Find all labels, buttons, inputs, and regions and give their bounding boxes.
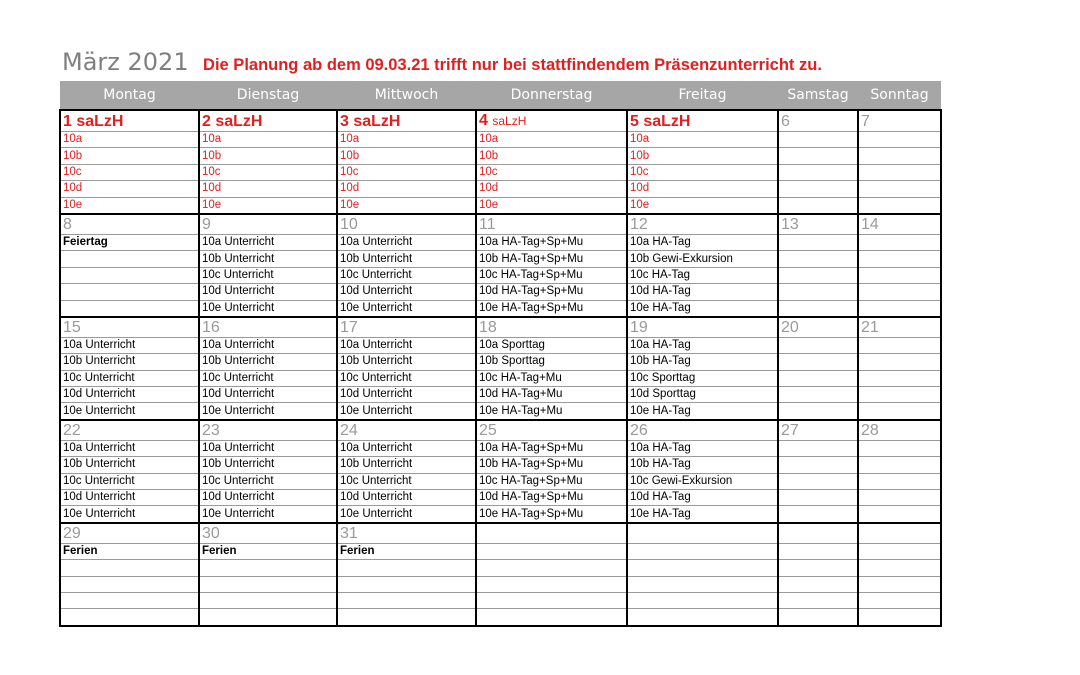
day-cell-date xyxy=(60,420,199,441)
schedule-entry xyxy=(778,197,858,214)
day-number: 18 xyxy=(479,318,497,336)
schedule-entry xyxy=(476,543,627,559)
schedule-entry: 10c xyxy=(60,164,199,180)
day-number: 6 xyxy=(781,112,790,130)
schedule-entry: 10c Unterricht xyxy=(337,370,476,386)
schedule-entry xyxy=(778,490,858,506)
week-date-row xyxy=(60,523,941,544)
day-cell-date xyxy=(778,317,858,338)
day-cell-date xyxy=(476,317,627,338)
schedule-entry xyxy=(858,234,941,250)
schedule-entry: 10d Sporttag xyxy=(627,387,778,403)
day-cell-date xyxy=(476,214,627,235)
schedule-entry: 10b Unterricht xyxy=(337,251,476,267)
week-entry-row xyxy=(60,300,941,317)
day-cell-date xyxy=(60,214,199,235)
schedule-entry: 10d Unterricht xyxy=(60,490,199,506)
day-number: 19 xyxy=(630,318,648,336)
schedule-entry xyxy=(60,560,199,576)
schedule-entry: 10c HA-Tag xyxy=(627,267,778,283)
schedule-entry xyxy=(337,609,476,626)
day-number: 22 xyxy=(63,421,81,439)
schedule-entry: 10c Sporttag xyxy=(627,370,778,386)
schedule-entry xyxy=(858,560,941,576)
planning-note: Die Planung ab dem 09.03.21 trifft nur bei stattfindendem Präsenzunterricht zu. xyxy=(203,56,822,74)
schedule-entry xyxy=(858,543,941,559)
day-cell-date xyxy=(199,317,337,338)
schedule-entry: 10c Unterricht xyxy=(337,473,476,489)
schedule-entry xyxy=(858,609,941,626)
schedule-entry xyxy=(337,576,476,592)
schedule-entry: Ferien xyxy=(337,543,476,559)
weekday-header-row xyxy=(60,81,941,110)
schedule-entry: 10e HA-Tag+Sp+Mu xyxy=(476,300,627,317)
week-date-row xyxy=(60,317,941,338)
day-cell-date xyxy=(337,420,476,441)
schedule-entry xyxy=(858,337,941,353)
day-number: 29 xyxy=(63,524,81,542)
schedule-entry: 10b HA-Tag xyxy=(627,354,778,370)
day-cell-date xyxy=(627,214,778,235)
schedule-entry: 10e xyxy=(199,197,337,214)
schedule-entry: Feiertag xyxy=(60,234,199,250)
schedule-entry xyxy=(778,592,858,608)
day-number: 3 xyxy=(340,112,349,130)
schedule-entry: 10a HA-Tag+Sp+Mu xyxy=(476,234,627,250)
day-number: 15 xyxy=(63,318,81,336)
schedule-entry: 10a Unterricht xyxy=(60,337,199,353)
schedule-entry: 10d Unterricht xyxy=(60,387,199,403)
schedule-entry xyxy=(199,592,337,608)
schedule-entry xyxy=(778,354,858,370)
day-number: 5 xyxy=(630,112,639,130)
schedule-entry: 10b Unterricht xyxy=(337,354,476,370)
week-entry-row xyxy=(60,592,941,608)
day-number: 23 xyxy=(202,421,220,439)
schedule-entry xyxy=(858,267,941,283)
day-cell-date xyxy=(199,523,337,544)
schedule-entry xyxy=(858,592,941,608)
schedule-entry xyxy=(199,560,337,576)
schedule-entry: 10d Unterricht xyxy=(199,284,337,300)
day-cell-date xyxy=(476,420,627,441)
schedule-entry: 10d xyxy=(199,181,337,197)
schedule-entry: 10a xyxy=(627,132,778,148)
schedule-entry xyxy=(476,576,627,592)
schedule-entry xyxy=(858,284,941,300)
schedule-entry xyxy=(858,354,941,370)
schedule-entry: 10b Sporttag xyxy=(476,354,627,370)
schedule-entry xyxy=(337,560,476,576)
day-number: 11 xyxy=(479,215,496,233)
day-cell-date xyxy=(858,420,941,441)
schedule-entry xyxy=(60,267,199,283)
schedule-entry xyxy=(778,251,858,267)
schedule-entry: 10c HA-Tag+Sp+Mu xyxy=(476,267,627,283)
schedule-entry: 10b Gewi-Exkursion xyxy=(627,251,778,267)
schedule-entry: 10c Unterricht xyxy=(199,267,337,283)
weekday-wednesday: Mittwoch xyxy=(337,81,476,110)
schedule-entry: 10c xyxy=(199,164,337,180)
schedule-entry: 10d HA-Tag xyxy=(627,490,778,506)
day-cell-date xyxy=(199,420,337,441)
week-entry-row xyxy=(60,609,941,626)
day-number: 31 xyxy=(340,524,358,542)
month-title: März 2021 xyxy=(62,48,189,76)
schedule-entry: 10e Unterricht xyxy=(337,403,476,420)
schedule-entry xyxy=(778,148,858,164)
schedule-entry: 10e HA-Tag xyxy=(627,506,778,523)
day-mode-label: saLzH xyxy=(492,114,527,128)
schedule-entry: 10e Unterricht xyxy=(60,506,199,523)
schedule-entry xyxy=(858,164,941,180)
schedule-entry: 10c HA-Tag+Sp+Mu xyxy=(476,473,627,489)
day-cell-date xyxy=(337,214,476,235)
week-entry-row xyxy=(60,267,941,283)
day-cell-date xyxy=(199,214,337,235)
schedule-entry xyxy=(778,473,858,489)
schedule-entry: 10c Unterricht xyxy=(60,370,199,386)
schedule-entry: 10b xyxy=(337,148,476,164)
weekday-saturday: Samstag xyxy=(778,81,858,110)
schedule-entry: 10a HA-Tag+Sp+Mu xyxy=(476,440,627,456)
week-entry-row xyxy=(60,457,941,473)
schedule-entry: 10c xyxy=(476,164,627,180)
day-number: 16 xyxy=(202,318,220,336)
schedule-entry: 10a HA-Tag xyxy=(627,440,778,456)
schedule-entry xyxy=(476,609,627,626)
schedule-entry xyxy=(199,609,337,626)
schedule-entry: 10d xyxy=(60,181,199,197)
calendar-body xyxy=(60,110,941,626)
day-cell-date xyxy=(476,110,627,132)
schedule-entry: 10c xyxy=(627,164,778,180)
day-cell-date xyxy=(627,523,778,544)
week-entry-row xyxy=(60,370,941,386)
schedule-entry: 10d xyxy=(627,181,778,197)
day-cell-date xyxy=(627,317,778,338)
schedule-entry xyxy=(858,473,941,489)
day-number: 21 xyxy=(861,318,879,336)
weekday-sunday: Sonntag xyxy=(858,81,941,110)
schedule-entry xyxy=(627,543,778,559)
day-cell-date xyxy=(337,523,476,544)
day-mode-label: saLzH xyxy=(215,112,263,130)
day-number: 2 xyxy=(202,112,211,130)
schedule-entry xyxy=(858,490,941,506)
schedule-entry: 10e Unterricht xyxy=(337,300,476,317)
day-cell-date xyxy=(778,420,858,441)
week-entry-row xyxy=(60,543,941,559)
schedule-entry: 10d HA-Tag+Mu xyxy=(476,387,627,403)
day-number: 26 xyxy=(630,421,648,439)
schedule-entry: 10e Unterricht xyxy=(199,506,337,523)
day-mode-label: saLzH xyxy=(353,112,401,130)
schedule-entry: 10a Unterricht xyxy=(60,440,199,456)
week-entry-row xyxy=(60,234,941,250)
day-number: 28 xyxy=(861,421,879,439)
schedule-entry: 10e HA-Tag xyxy=(627,403,778,420)
day-cell-date xyxy=(778,110,858,132)
schedule-entry xyxy=(858,387,941,403)
schedule-entry: 10b HA-Tag+Sp+Mu xyxy=(476,251,627,267)
day-cell-date xyxy=(778,214,858,235)
schedule-entry xyxy=(627,592,778,608)
schedule-entry: 10b xyxy=(199,148,337,164)
schedule-entry xyxy=(858,197,941,214)
schedule-entry: 10d HA-Tag xyxy=(627,284,778,300)
week-entry-row xyxy=(60,506,941,523)
schedule-entry: 10a xyxy=(199,132,337,148)
day-cell-date xyxy=(778,523,858,544)
schedule-entry: 10e xyxy=(476,197,627,214)
schedule-entry: 10e HA-Tag+Sp+Mu xyxy=(476,506,627,523)
schedule-entry: 10d Unterricht xyxy=(337,387,476,403)
week-entry-row xyxy=(60,473,941,489)
schedule-entry: 10b HA-Tag+Sp+Mu xyxy=(476,457,627,473)
schedule-entry: 10a Sporttag xyxy=(476,337,627,353)
week-entry-row xyxy=(60,181,941,197)
week-date-row xyxy=(60,214,941,235)
schedule-entry xyxy=(778,300,858,317)
week-entry-row xyxy=(60,284,941,300)
day-cell-date xyxy=(858,317,941,338)
week-entry-row xyxy=(60,251,941,267)
schedule-entry: 10b Unterricht xyxy=(337,457,476,473)
schedule-entry: 10b Unterricht xyxy=(60,457,199,473)
schedule-entry: 10e Unterricht xyxy=(337,506,476,523)
day-cell-date xyxy=(337,317,476,338)
schedule-entry: 10b xyxy=(60,148,199,164)
schedule-entry xyxy=(337,592,476,608)
schedule-entry xyxy=(778,267,858,283)
schedule-entry: 10a Unterricht xyxy=(337,337,476,353)
week-entry-row xyxy=(60,148,941,164)
schedule-entry: 10e HA-Tag+Mu xyxy=(476,403,627,420)
weekday-friday: Freitag xyxy=(627,81,778,110)
schedule-entry: 10a HA-Tag xyxy=(627,337,778,353)
schedule-entry xyxy=(60,284,199,300)
schedule-entry: 10e xyxy=(627,197,778,214)
day-number: 7 xyxy=(861,112,870,130)
weekday-thursday: Donnerstag xyxy=(476,81,627,110)
schedule-entry xyxy=(60,609,199,626)
day-number: 10 xyxy=(340,215,358,233)
schedule-entry: 10a xyxy=(476,132,627,148)
calendar-header xyxy=(62,48,942,80)
schedule-entry: 10d Unterricht xyxy=(199,387,337,403)
schedule-entry xyxy=(778,440,858,456)
day-number: 25 xyxy=(479,421,497,439)
schedule-entry: 10b HA-Tag xyxy=(627,457,778,473)
schedule-entry: 10e xyxy=(337,197,476,214)
schedule-entry: 10d xyxy=(337,181,476,197)
schedule-entry: 10b Unterricht xyxy=(199,457,337,473)
day-number: 8 xyxy=(63,215,72,233)
schedule-entry xyxy=(858,148,941,164)
schedule-entry xyxy=(858,300,941,317)
schedule-entry xyxy=(627,576,778,592)
schedule-entry xyxy=(627,609,778,626)
week-entry-row xyxy=(60,440,941,456)
schedule-entry: 10c Unterricht xyxy=(199,370,337,386)
schedule-entry xyxy=(778,181,858,197)
schedule-entry: 10c Unterricht xyxy=(60,473,199,489)
schedule-entry xyxy=(858,576,941,592)
schedule-entry: 10e Unterricht xyxy=(199,300,337,317)
schedule-entry: 10e Unterricht xyxy=(60,403,199,420)
schedule-entry: 10a HA-Tag xyxy=(627,234,778,250)
schedule-entry: 10a Unterricht xyxy=(199,234,337,250)
schedule-entry xyxy=(778,576,858,592)
month-calendar xyxy=(59,81,942,627)
week-entry-row xyxy=(60,197,941,214)
schedule-entry: 10b xyxy=(627,148,778,164)
schedule-entry xyxy=(60,592,199,608)
week-entry-row xyxy=(60,576,941,592)
day-number: 20 xyxy=(781,318,799,336)
schedule-entry: 10d xyxy=(476,181,627,197)
week-entry-row xyxy=(60,490,941,506)
schedule-entry xyxy=(858,506,941,523)
schedule-entry: 10a Unterricht xyxy=(199,337,337,353)
day-number: 24 xyxy=(340,421,358,439)
schedule-entry xyxy=(778,164,858,180)
schedule-entry xyxy=(858,457,941,473)
schedule-entry xyxy=(858,440,941,456)
schedule-entry xyxy=(476,560,627,576)
week-entry-row xyxy=(60,337,941,353)
day-cell-date xyxy=(60,110,199,132)
day-cell-date xyxy=(337,110,476,132)
schedule-entry: 10e HA-Tag xyxy=(627,300,778,317)
schedule-entry xyxy=(858,251,941,267)
schedule-entry xyxy=(199,576,337,592)
schedule-entry: 10a Unterricht xyxy=(199,440,337,456)
schedule-entry: 10d HA-Tag+Sp+Mu xyxy=(476,490,627,506)
weekday-tuesday: Dienstag xyxy=(199,81,337,110)
week-entry-row xyxy=(60,164,941,180)
week-entry-row xyxy=(60,387,941,403)
schedule-entry xyxy=(778,609,858,626)
day-cell-date xyxy=(60,523,199,544)
schedule-entry xyxy=(476,592,627,608)
schedule-entry: 10c Unterricht xyxy=(337,267,476,283)
week-entry-row xyxy=(60,132,941,148)
schedule-entry xyxy=(60,251,199,267)
schedule-entry: 10b Unterricht xyxy=(199,354,337,370)
schedule-entry xyxy=(778,370,858,386)
day-number: 1 xyxy=(63,112,72,130)
schedule-entry: 10e xyxy=(60,197,199,214)
day-cell-date xyxy=(858,523,941,544)
schedule-entry xyxy=(778,543,858,559)
schedule-entry xyxy=(778,234,858,250)
day-cell-date xyxy=(60,317,199,338)
schedule-entry xyxy=(858,370,941,386)
schedule-entry: 10d Unterricht xyxy=(199,490,337,506)
schedule-entry xyxy=(778,457,858,473)
schedule-entry xyxy=(778,403,858,420)
day-number: 13 xyxy=(781,215,799,233)
schedule-entry: 10a xyxy=(337,132,476,148)
schedule-entry xyxy=(858,132,941,148)
schedule-entry xyxy=(60,576,199,592)
schedule-entry: 10a Unterricht xyxy=(337,234,476,250)
day-number: 27 xyxy=(781,421,799,439)
schedule-entry xyxy=(778,560,858,576)
week-date-row xyxy=(60,420,941,441)
schedule-entry: 10c xyxy=(337,164,476,180)
schedule-entry: 10c Unterricht xyxy=(199,473,337,489)
week-entry-row xyxy=(60,560,941,576)
day-number: 17 xyxy=(340,318,358,336)
schedule-entry: 10b Unterricht xyxy=(60,354,199,370)
schedule-entry: 10a xyxy=(60,132,199,148)
schedule-entry xyxy=(778,284,858,300)
schedule-entry xyxy=(778,132,858,148)
schedule-entry xyxy=(778,387,858,403)
schedule-entry xyxy=(627,560,778,576)
day-cell-date xyxy=(476,523,627,544)
schedule-entry: 10d Unterricht xyxy=(337,490,476,506)
schedule-entry: 10e Unterricht xyxy=(199,403,337,420)
day-cell-date xyxy=(858,110,941,132)
day-mode-label: saLzH xyxy=(76,112,124,130)
day-number: 12 xyxy=(630,215,648,233)
schedule-entry: 10a Unterricht xyxy=(337,440,476,456)
schedule-entry xyxy=(778,337,858,353)
schedule-entry xyxy=(858,181,941,197)
schedule-entry xyxy=(858,403,941,420)
schedule-entry: 10b Unterricht xyxy=(199,251,337,267)
schedule-entry: 10d HA-Tag+Sp+Mu xyxy=(476,284,627,300)
week-entry-row xyxy=(60,403,941,420)
day-cell-date xyxy=(627,110,778,132)
weekday-monday: Montag xyxy=(60,81,199,110)
schedule-entry: 10b xyxy=(476,148,627,164)
day-number: 14 xyxy=(861,215,879,233)
day-number: 4 xyxy=(479,112,488,129)
day-cell-date xyxy=(199,110,337,132)
day-cell-date xyxy=(858,214,941,235)
day-number: 30 xyxy=(202,524,220,542)
week-entry-row xyxy=(60,354,941,370)
schedule-entry xyxy=(778,506,858,523)
schedule-entry xyxy=(60,300,199,317)
week-date-row xyxy=(60,110,941,132)
day-number: 9 xyxy=(202,215,211,233)
schedule-entry: Ferien xyxy=(60,543,199,559)
day-cell-date xyxy=(627,420,778,441)
schedule-entry: 10d Unterricht xyxy=(337,284,476,300)
schedule-entry: 10c HA-Tag+Mu xyxy=(476,370,627,386)
schedule-entry: 10c Gewi-Exkursion xyxy=(627,473,778,489)
day-mode-label: saLzH xyxy=(643,112,691,130)
schedule-entry: Ferien xyxy=(199,543,337,559)
